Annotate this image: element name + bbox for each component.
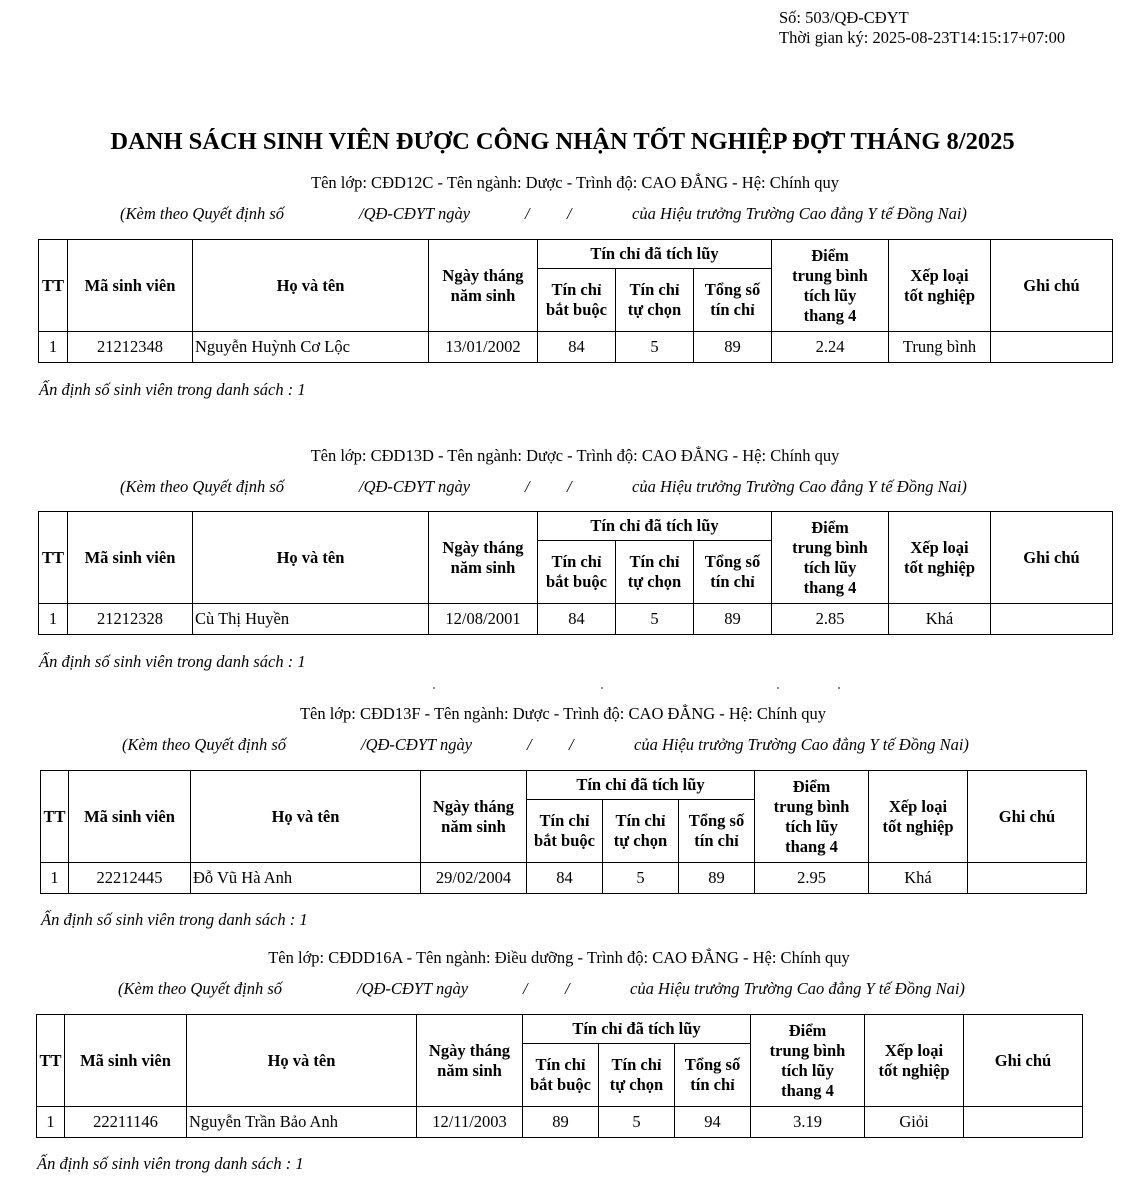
header-required-credits [523,1044,599,1107]
header-note: Ghi chú [964,1015,1083,1107]
class-info: Tên lớp: CĐD13F - Tên ngành: Dược - Trình độ: CAO ĐẲNG - Hệ: Chính quy [299,704,827,723]
cell-full-name: Nguyễn Huỳnh Cơ Lộc [193,332,429,363]
header-elective-credits [616,269,694,332]
cell-graduation-rank: Trung bình [889,332,991,363]
document-title: DANH SÁCH SINH VIÊN ĐƯỢC CÔNG NHẬN TỐT NGHIỆP ĐỢT THÁNG 8/2025 [110,128,1015,155]
header-elective-credits [603,800,679,863]
header-line: Xếp loại [910,265,969,285]
ref-date-separator: / [569,735,574,754]
cell-note [964,1107,1083,1138]
cell-total-credits: 89 [694,332,772,363]
header-line: Tổng số [704,552,761,571]
signature-block [779,8,1065,48]
header-line: tích lũy [803,285,857,305]
header-credits-accumulated: Tín chỉ đã tích lũy [527,771,755,800]
cell-tt: 1 [37,1107,65,1138]
ref-part1: (Kèm theo Quyết định số [122,735,287,754]
header-full-name: Họ và tên [191,771,421,863]
header-note: Ghi chú [991,512,1113,604]
ref-date-separator: / [525,204,530,223]
ref-date-separator: / [567,204,572,223]
header-gpa [751,1015,865,1107]
graduates-table [38,239,1113,363]
cell-elective-credits: 5 [599,1107,675,1138]
header-line: Tín chỉ [629,552,680,571]
header-note: Ghi chú [968,771,1087,863]
header-required-credits [538,541,616,604]
cell-date-of-birth: 12/08/2001 [429,604,538,635]
header-graduation-rank [889,512,991,604]
graduates-table [38,511,1113,635]
header-line: Tín chỉ [535,1055,586,1074]
cell-date-of-birth: 13/01/2002 [429,332,538,363]
cell-tt: 1 [41,863,69,894]
decision-number: Số: 503/QĐ-CĐYT [779,8,909,27]
scan-mark [601,687,603,689]
header-line: năm sinh [441,816,506,836]
header-line: Điểm [788,1020,827,1040]
decision-reference [36,979,1082,1001]
signing-time: Thời gian ký: 2025-08-23T14:15:17+07:00 [779,28,1066,47]
header-required-credits [527,800,603,863]
header-student-id: Mã sinh viên [65,1015,187,1107]
header-line: tín chỉ [694,831,739,850]
header-line: tích lũy [803,557,857,577]
header-date-of-birth [417,1015,523,1107]
header-student-id: Mã sinh viên [69,771,191,863]
cell-note [991,332,1113,363]
cell-total-credits: 94 [675,1107,751,1138]
ref-date-separator: / [567,477,572,496]
header-line: tốt nghiệp [878,1060,950,1080]
header-full-name: Họ và tên [193,512,429,604]
header-line: bắt buộc [546,300,607,319]
header-line: Tổng số [704,280,761,299]
header-gpa [772,240,889,332]
class-info: Tên lớp: CĐD12C - Tên ngành: Dược - Trình độ: CAO ĐẲNG - Hệ: Chính quy [311,173,839,192]
header-elective-credits [599,1044,675,1107]
ref-part3: của Hiệu trưởng Trường Cao đẳng Y tế Đồng Nai) [632,204,967,223]
header-line: Điểm [792,776,831,796]
header-line: tự chọn [609,1075,664,1094]
header-line: tự chọn [627,572,682,591]
header-line: bắt buộc [546,572,607,591]
scan-mark [838,687,840,689]
header-line: Tổng số [688,811,745,830]
student-count: Ấn định số sinh viên trong danh sách : 1 [37,1154,304,1173]
cell-graduation-rank: Khá [889,604,991,635]
header-line: thang 4 [803,577,857,597]
header-credits-accumulated: Tín chỉ đã tích lũy [538,512,772,541]
cell-date-of-birth: 12/11/2003 [417,1107,523,1138]
cell-tt: 1 [39,604,68,635]
header-line: thang 4 [803,305,857,325]
header-line: tốt nghiệp [903,285,976,305]
header-line: Tổng số [684,1055,741,1074]
table-row [39,332,1113,363]
class-info: Tên lớp: CĐD13D - Tên ngành: Dược - Trình độ: CAO ĐẲNG - Hệ: Chính quy [310,446,840,465]
header-date-of-birth [429,240,538,332]
cell-gpa: 2.95 [755,863,869,894]
cell-graduation-rank: Giỏi [865,1107,964,1138]
table-row [37,1107,1083,1138]
student-count: Ấn định số sinh viên trong danh sách : 1 [41,910,308,929]
header-line: Xếp loại [888,796,948,816]
header-line: thang 4 [785,836,838,856]
decision-reference [38,204,1112,226]
header-credits-accumulated: Tín chỉ đã tích lũy [538,240,772,269]
cell-student-id: 22212445 [69,863,191,894]
header-line: bắt buộc [534,831,595,850]
header-line: Ngày tháng [428,1040,511,1060]
header-line: tốt nghiệp [903,557,976,577]
header-line: tín chỉ [710,300,755,319]
ref-date-separator: / [565,979,570,998]
header-line: trung bình [773,796,850,816]
header-line: năm sinh [450,285,516,305]
scan-mark [433,687,435,689]
header-line: thang 4 [781,1080,834,1100]
header-tt: TT [39,240,68,332]
header-line: trung bình [792,265,868,285]
ref-part1: (Kèm theo Quyết định số [120,477,285,496]
cell-elective-credits: 5 [603,863,679,894]
header-full-name: Họ và tên [187,1015,417,1107]
ref-date-separator: / [525,477,530,496]
header-line: tốt nghiệp [882,816,954,836]
cell-student-id: 22211146 [65,1107,187,1138]
cell-full-name: Nguyễn Trần Bảo Anh [187,1107,417,1138]
header-line: tích lũy [785,816,838,836]
header-graduation-rank [865,1015,964,1107]
cell-tt: 1 [39,332,68,363]
cell-note [968,863,1087,894]
cell-required-credits: 84 [538,332,616,363]
header-line: trung bình [792,537,868,557]
cell-elective-credits: 5 [616,332,694,363]
header-total-credits [679,800,755,863]
header-student-id: Mã sinh viên [68,512,193,604]
header-line: Điểm [811,517,849,537]
cell-required-credits: 89 [523,1107,599,1138]
header-line: tín chỉ [690,1075,735,1094]
header-line: Tín chỉ [551,552,602,571]
header-required-credits [538,269,616,332]
graduates-table [40,770,1087,894]
header-line: tự chọn [613,831,668,850]
cell-gpa: 2.85 [772,604,889,635]
header-line: Tín chỉ [539,811,590,830]
header-tt: TT [41,771,69,863]
table-row [39,604,1113,635]
header-line: năm sinh [450,557,516,577]
header-line: tích lũy [781,1060,834,1080]
class-info: Tên lớp: CĐDD16A - Tên ngành: Điều dưỡng - Trình độ: CAO ĐẲNG - Hệ: Chính quy [268,948,850,967]
ref-date-separator: / [527,735,532,754]
ref-part2: /QĐ-CĐYT ngày [359,204,471,223]
header-student-id: Mã sinh viên [68,240,193,332]
header-full-name: Họ và tên [193,240,429,332]
scan-mark [777,687,779,689]
header-tt: TT [39,512,68,604]
header-line: Xếp loại [884,1040,944,1060]
cell-student-id: 21212328 [68,604,193,635]
header-line: Điểm [811,245,849,265]
header-note: Ghi chú [991,240,1113,332]
header-line: Ngày tháng [442,537,524,557]
ref-part3: của Hiệu trưởng Trường Cao đẳng Y tế Đồng Nai) [634,735,969,754]
cell-gpa: 2.24 [772,332,889,363]
decision-reference [40,735,1086,757]
cell-total-credits: 89 [694,604,772,635]
cell-graduation-rank: Khá [869,863,968,894]
cell-elective-credits: 5 [616,604,694,635]
header-line: Xếp loại [910,537,969,557]
header-graduation-rank [889,240,991,332]
cell-full-name: Cù Thị Huyền [193,604,429,635]
header-date-of-birth [421,771,527,863]
cell-note [991,604,1113,635]
header-total-credits [675,1044,751,1107]
ref-part2: /QĐ-CĐYT ngày [357,979,469,998]
header-line: Tín chỉ [611,1055,662,1074]
cell-required-credits: 84 [527,863,603,894]
ref-part2: /QĐ-CĐYT ngày [359,477,471,496]
cell-gpa: 3.19 [751,1107,865,1138]
header-line: tín chỉ [710,572,755,591]
ref-part1: (Kèm theo Quyết định số [118,979,283,998]
table-row [41,863,1087,894]
cell-date-of-birth: 29/02/2004 [421,863,527,894]
header-line: Tín chỉ [615,811,666,830]
header-line: năm sinh [437,1060,502,1080]
graduates-table [36,1014,1083,1138]
header-date-of-birth [429,512,538,604]
header-elective-credits [616,541,694,604]
header-line: Tín chỉ [551,280,602,299]
student-count: Ấn định số sinh viên trong danh sách : 1 [39,380,306,399]
cell-total-credits: 89 [679,863,755,894]
header-line: Ngày tháng [442,265,524,285]
cell-student-id: 21212348 [68,332,193,363]
decision-reference [38,477,1112,499]
header-credits-accumulated: Tín chỉ đã tích lũy [523,1015,751,1044]
header-total-credits [694,269,772,332]
student-count: Ấn định số sinh viên trong danh sách : 1 [39,652,306,671]
header-gpa [755,771,869,863]
header-line: bắt buộc [530,1075,591,1094]
header-total-credits [694,541,772,604]
header-tt: TT [37,1015,65,1107]
header-line: Tín chỉ [629,280,680,299]
ref-date-separator: / [523,979,528,998]
ref-part2: /QĐ-CĐYT ngày [361,735,473,754]
ref-part3: của Hiệu trưởng Trường Cao đẳng Y tế Đồng Nai) [630,979,965,998]
header-gpa [772,512,889,604]
header-line: Ngày tháng [432,796,515,816]
header-line: trung bình [769,1040,846,1060]
ref-part3: của Hiệu trưởng Trường Cao đẳng Y tế Đồng Nai) [632,477,967,496]
cell-required-credits: 84 [538,604,616,635]
ref-part1: (Kèm theo Quyết định số [120,204,285,223]
cell-full-name: Đỗ Vũ Hà Anh [191,863,421,894]
header-graduation-rank [869,771,968,863]
header-line: tự chọn [627,300,682,319]
